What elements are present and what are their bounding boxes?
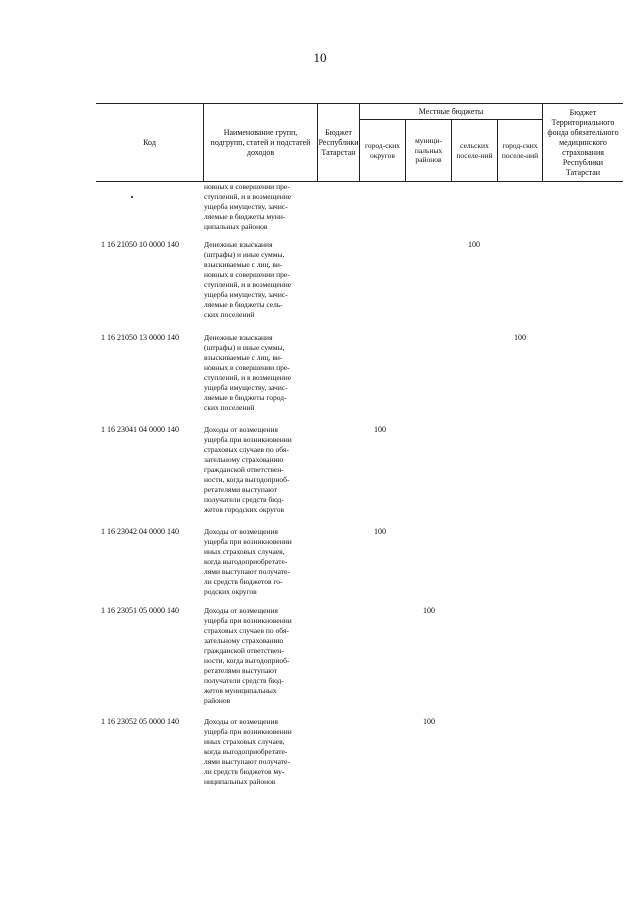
description-line: лями выступают получате-	[204, 567, 290, 576]
page-number: 10	[313, 50, 327, 65]
description-line: ретателями выступают	[204, 485, 277, 494]
row-value: 100	[514, 333, 526, 342]
description-line: Доходы от возмещения	[204, 606, 278, 615]
row-description	[204, 182, 318, 232]
description-line: ности, когда выгодоприоб-	[204, 656, 290, 665]
description-line: зательному страхованию	[204, 636, 284, 645]
description-line: ности, когда выгодоприоб-	[204, 475, 290, 484]
description-line: новных в совершении пре-	[204, 270, 290, 279]
description-line: новных в совершении пре-	[204, 182, 290, 191]
description-line: ляемые в бюджеты сель-	[204, 300, 283, 309]
description-line: гражданской ответствен-	[204, 465, 284, 474]
description-line: Денежные взыскания	[204, 333, 273, 342]
row-description	[204, 717, 318, 787]
row-value: 100	[374, 527, 386, 536]
row-description	[204, 333, 318, 413]
description-line: ущерба при возникновении	[204, 616, 292, 625]
row-value: 100	[468, 240, 480, 249]
description-line: ступлений, и в возмещение	[204, 280, 292, 289]
description-line: ских поселений	[204, 403, 255, 412]
description-line: ущерба имуществу, зачис-	[204, 290, 288, 299]
description-line: ли средств бюджетов го-	[204, 577, 283, 586]
header-local-budgets: Местные бюджеты	[359, 104, 542, 120]
description-line: Денежные взыскания	[204, 240, 273, 249]
row-code: 1 16 23042 04 0000 140	[101, 527, 179, 536]
row-value: 100	[423, 606, 435, 615]
description-line: ступлений, и в возмещение	[204, 373, 292, 382]
description-line: ниципальных районов	[204, 777, 276, 786]
description-line: новных в совершении пре-	[204, 363, 290, 372]
description-line: получатели средств бюд-	[204, 676, 284, 685]
row-value: 100	[423, 717, 435, 726]
description-line: (штрафы) и иные суммы,	[204, 250, 285, 259]
mark-dot	[131, 196, 133, 198]
header-rural-settlements: сельских поселе-ний	[451, 120, 497, 181]
description-line: жетов муниципальных	[204, 686, 277, 695]
description-line: ляемые в бюджеты муни-	[204, 212, 286, 221]
header-republic-budget: Бюджет Республики Татарстан	[317, 104, 359, 181]
row-description	[204, 240, 318, 320]
description-line: (штрафы) и иные суммы,	[204, 343, 285, 352]
description-line: иных страховых случаев,	[204, 737, 285, 746]
description-line: ущерба при возникновении	[204, 537, 292, 546]
description-line: зательному страхованию	[204, 455, 284, 464]
header-municipal-districts: муници-пальных районов	[405, 120, 451, 181]
row-code: 1 16 23051 05 0000 140	[101, 606, 179, 615]
row-code: 1 16 23041 04 0000 140	[101, 425, 179, 434]
table-header	[96, 103, 623, 182]
description-line: взыскиваемые с лиц, ви-	[204, 353, 283, 362]
header-territorial-fund: Бюджет Территориального фонда обязательного медицинского страхования Республики Татарстан	[542, 104, 623, 181]
description-line: взыскиваемые с лиц, ви-	[204, 260, 283, 269]
description-line: ли средств бюджетов му-	[204, 767, 285, 776]
description-line: ущерба имуществу, зачис-	[204, 383, 288, 392]
description-line: гражданской ответствен-	[204, 646, 284, 655]
description-line: страховых случаев по обя-	[204, 626, 289, 635]
row-description	[204, 527, 318, 597]
description-line: жетов городских округов	[204, 505, 285, 514]
description-line: когда выгодоприобретате-	[204, 557, 288, 566]
description-line: страховых случаев по обя-	[204, 445, 289, 454]
row-code: 1 16 21050 13 0000 140	[101, 333, 179, 342]
description-line: районов	[204, 696, 231, 705]
row-value: 100	[374, 425, 386, 434]
header-name: Наименование групп, подгрупп, статей и подстатей доходов	[203, 104, 317, 181]
description-line: Доходы от возмещения	[204, 527, 278, 536]
row-description	[204, 425, 318, 515]
description-line: иных страховых случаев,	[204, 547, 285, 556]
row-code: 1 16 21050 10 0000 140	[101, 240, 179, 249]
description-line: получатели средств бюд-	[204, 495, 284, 504]
header-city-districts: город-ских округов	[359, 120, 405, 181]
header-urban-settlements: город-ских поселе-ний	[497, 120, 542, 181]
description-line: ципальных районов	[204, 222, 268, 231]
description-line: ступлений, и в возмещение	[204, 192, 292, 201]
description-line: ущерба при возникновении	[204, 435, 292, 444]
row-code: 1 16 23052 05 0000 140	[101, 717, 179, 726]
description-line: ских поселений	[204, 310, 255, 319]
description-line: Доходы от возмещения	[204, 425, 278, 434]
description-line: ущерба имуществу, зачис-	[204, 202, 288, 211]
description-line: лями выступают получате-	[204, 757, 290, 766]
description-line: когда выгодоприобретате-	[204, 747, 288, 756]
description-line: ущерба при возникновении	[204, 727, 292, 736]
row-description	[204, 606, 318, 706]
description-line: ретателями выступают	[204, 666, 277, 675]
description-line: Доходы от возмещения	[204, 717, 278, 726]
header-code: Код	[143, 137, 156, 147]
description-line: ляемые в бюджеты город-	[204, 393, 287, 402]
description-line: родских округов	[204, 587, 257, 596]
